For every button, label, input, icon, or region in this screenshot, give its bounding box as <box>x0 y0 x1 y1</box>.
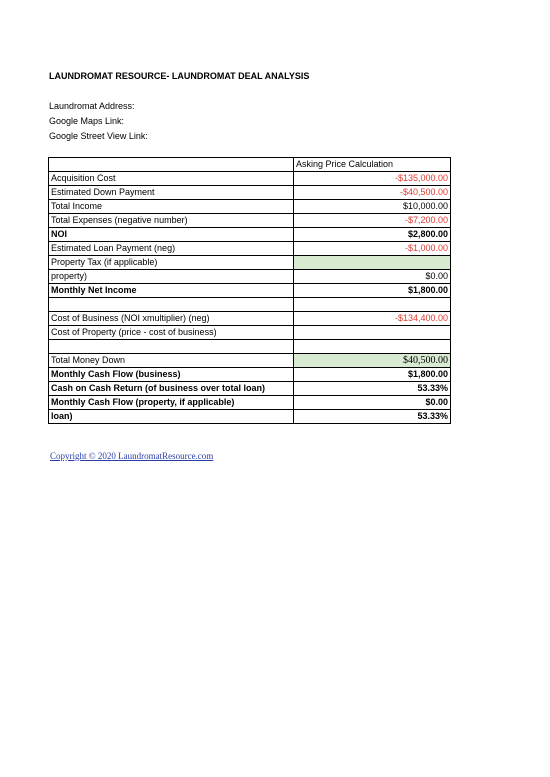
copyright-link[interactable]: Copyright © 2020 LaundromatResource.com <box>50 451 214 461</box>
cash-on-cash-total-value[interactable]: 53.33% <box>294 410 451 424</box>
table-row <box>49 396 451 410</box>
table-header-row <box>49 158 451 172</box>
table-row <box>49 284 451 298</box>
row-label: loan) <box>49 410 294 424</box>
empty-cell <box>49 340 294 354</box>
loan-payment-value[interactable]: -$1,000.00 <box>294 242 451 256</box>
total-money-down-value[interactable]: $40,500.00 <box>294 354 451 368</box>
row-label: Cash on Cash Return (of business over total loan) <box>49 382 294 396</box>
deal-analysis-table <box>48 157 451 424</box>
table-row <box>49 186 451 200</box>
cash-on-cash-business-value[interactable]: 53.33% <box>294 382 451 396</box>
row-label: Cost of Business (NOI xmultiplier) (neg) <box>49 312 294 326</box>
table-row <box>49 312 451 326</box>
row-label: Acquisition Cost <box>49 172 294 186</box>
cost-of-property-value[interactable] <box>294 326 451 340</box>
table-row <box>49 382 451 396</box>
asking-price-header: Asking Price Calculation <box>294 158 451 172</box>
property-tax-value[interactable] <box>294 256 451 270</box>
table-row <box>49 228 451 242</box>
row-label: Property Tax (if applicable) <box>49 256 294 270</box>
acquisition-cost-value[interactable]: -$135,000.00 <box>294 172 451 186</box>
row-label: Cost of Property (price - cost of business) <box>49 326 294 340</box>
table-row <box>49 242 451 256</box>
google-maps-link-label: Google Maps Link: <box>49 116 125 126</box>
page-title: LAUNDROMAT RESOURCE- LAUNDROMAT DEAL ANALYSIS <box>49 71 310 81</box>
row-label: Estimated Down Payment <box>49 186 294 200</box>
row-label: Monthly Cash Flow (property, if applicable) <box>49 396 294 410</box>
monthly-net-income-value[interactable]: $1,800.00 <box>294 284 451 298</box>
laundromat-address-label: Laundromat Address: <box>49 101 135 111</box>
row-label: property) <box>49 270 294 284</box>
down-payment-value[interactable]: -$40,500.00 <box>294 186 451 200</box>
empty-cell <box>49 158 294 172</box>
empty-cell <box>294 298 451 312</box>
google-street-view-link-label: Google Street View Link: <box>49 131 148 141</box>
row-label: Monthly Cash Flow (business) <box>49 368 294 382</box>
monthly-cash-flow-business-value[interactable]: $1,800.00 <box>294 368 451 382</box>
table-row <box>49 256 451 270</box>
table-row <box>49 410 451 424</box>
row-label: Total Expenses (negative number) <box>49 214 294 228</box>
property-value[interactable]: $0.00 <box>294 270 451 284</box>
total-expenses-value[interactable]: -$7,200.00 <box>294 214 451 228</box>
row-label: Monthly Net Income <box>49 284 294 298</box>
row-label: Total Money Down <box>49 354 294 368</box>
table-row <box>49 172 451 186</box>
cost-of-business-value[interactable]: -$134,400.00 <box>294 312 451 326</box>
monthly-cash-flow-property-value[interactable]: $0.00 <box>294 396 451 410</box>
empty-cell <box>49 298 294 312</box>
table-row <box>49 354 451 368</box>
blank-row <box>49 340 451 354</box>
table-row <box>49 270 451 284</box>
empty-cell <box>294 340 451 354</box>
row-label: NOI <box>49 228 294 242</box>
row-label: Estimated Loan Payment (neg) <box>49 242 294 256</box>
noi-value[interactable]: $2,800.00 <box>294 228 451 242</box>
table-row <box>49 326 451 340</box>
row-label: Total Income <box>49 200 294 214</box>
table-row <box>49 368 451 382</box>
total-income-value[interactable]: $10,000.00 <box>294 200 451 214</box>
table-row <box>49 200 451 214</box>
blank-row <box>49 298 451 312</box>
table-row <box>49 214 451 228</box>
